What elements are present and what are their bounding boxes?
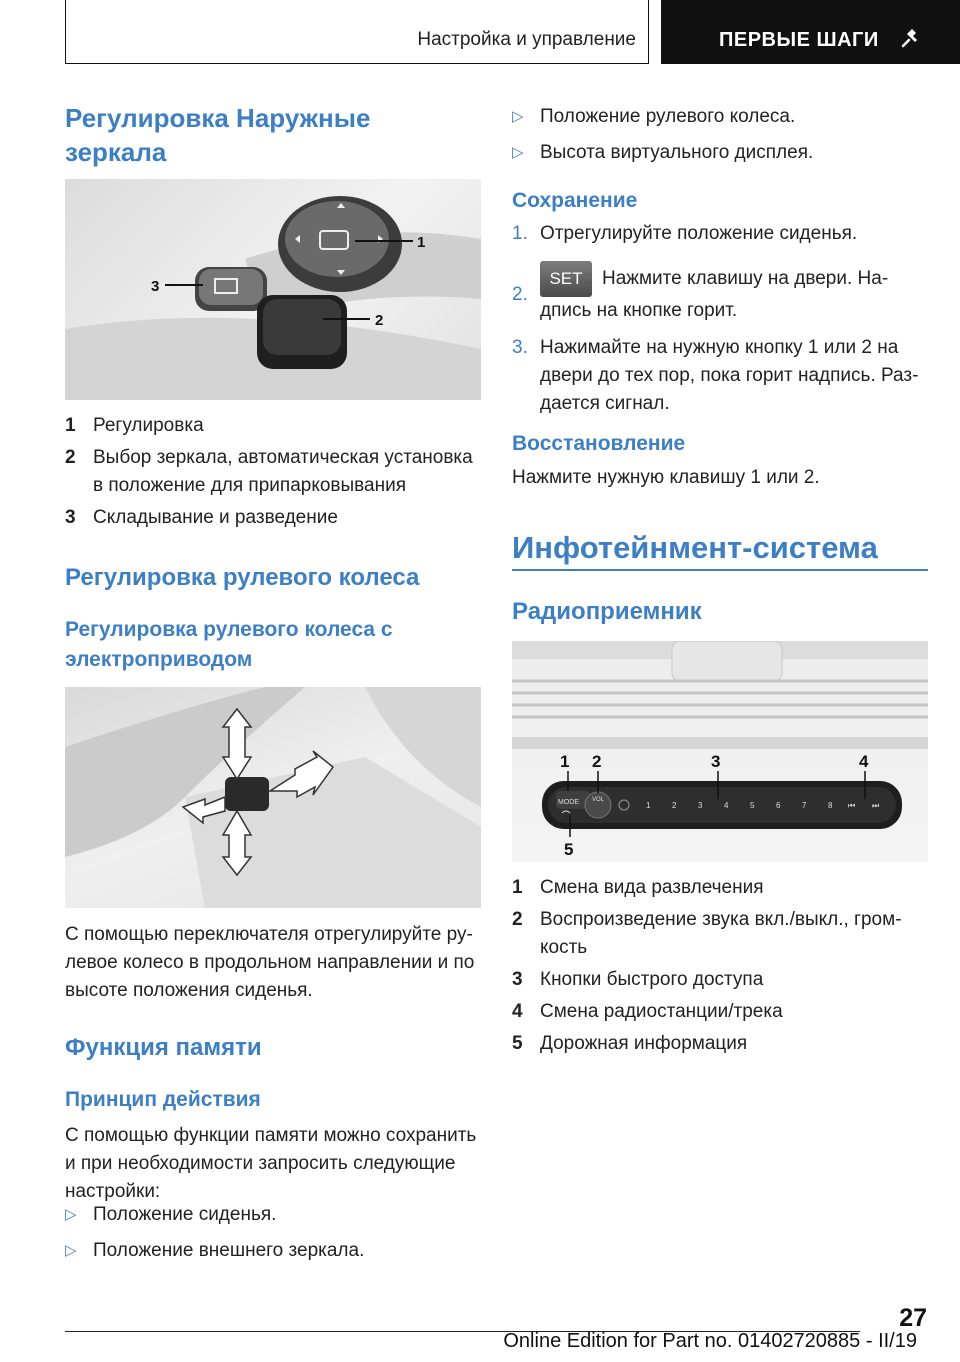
preset-button-6[interactable]: 6: [776, 801, 781, 810]
mirror-legend: [65, 412, 481, 536]
radio-mode-label: MODE: [558, 799, 579, 806]
principle-list: [65, 1201, 481, 1273]
preset-button-1[interactable]: 1: [646, 801, 651, 810]
triangle-bullet-icon: ▷: [512, 144, 524, 161]
restore-text: Нажмите нужную клавишу 1 или 2.: [512, 467, 820, 488]
list-item: 2 Воспроизведение звука вкл./выкл., громкость: [512, 909, 902, 958]
principle-title: Принцип действия: [65, 1088, 261, 1111]
list-item: ▷ Положение рулевого колеса.: [512, 103, 928, 131]
triangle-bullet-icon: ▷: [65, 1242, 77, 1259]
list-item: 3. Нажимайте на нужную кнопку 1 или 2 на двери до тех пор, пока горит надпись. Раздается сигнал.: [512, 337, 919, 414]
save-steps: [512, 220, 928, 427]
list-item: 3 Кнопки быстрого доступа: [512, 969, 764, 990]
list-item: ▷ Положение сиденья.: [65, 1201, 481, 1229]
list-item: ▷ Положение внешнего зеркала.: [65, 1237, 481, 1265]
list-item: 4 Смена радиостанции/трека: [512, 1001, 783, 1022]
steering-text: С помощью переключателя отрегулируйте рулевое колесо в продольном направлении и по высоте положения сиденья.: [65, 924, 475, 1001]
infotainment-rule: [512, 569, 928, 571]
radio-callout-3: 3: [711, 752, 721, 771]
list-item: 1 Регулировка: [65, 415, 204, 436]
list-item: 3 Складывание и разведение: [65, 507, 338, 528]
principle-list-cont: [512, 103, 928, 175]
list-item: 2. SET Нажмите клавишу на двери. Надпись на кнопке горит.: [512, 257, 928, 325]
radio-callout-4: 4: [859, 752, 869, 771]
triangle-bullet-icon: ▷: [512, 108, 524, 125]
radio-panel-photo: [512, 641, 928, 862]
header-section-box: [65, 0, 649, 64]
memory-title: Функция памяти: [65, 1034, 262, 1061]
preset-button-4[interactable]: 4: [724, 801, 729, 810]
steering-adjust-photo: [65, 687, 481, 908]
infotainment-title: Инфотейнмент-система: [512, 530, 878, 565]
header-section-label: Настройка и управление: [417, 29, 636, 50]
mirrors-title: Регулировка Наружные зеркала: [65, 103, 371, 167]
page-number: 27: [899, 1304, 927, 1332]
save-title: Сохранение: [512, 189, 638, 212]
list-item: 5 Дорожная информация: [512, 1033, 748, 1054]
list-item: ▷ Высота виртуального дисплея.: [512, 139, 928, 167]
footer-edition: Online Edition for Part no. 01402720885 - II/19: [503, 1330, 917, 1352]
chapter-tab-label: ПЕРВЫЕ ШАГИ: [719, 29, 879, 51]
triangle-bullet-icon: ▷: [65, 1206, 77, 1223]
preset-button-5[interactable]: 5: [750, 801, 755, 810]
mirror-controls-photo: [65, 179, 481, 400]
mirror-callout-1: 1: [417, 234, 426, 251]
preset-button-7[interactable]: 7: [802, 801, 807, 810]
radio-callout-2: 2: [592, 752, 602, 771]
list-item: 1. Отрегулируйте положение сиденья.: [512, 223, 858, 244]
list-item: 1 Смена вида развлечения: [512, 877, 764, 898]
prev-track-button[interactable]: ⏮: [848, 801, 856, 810]
preset-button-3[interactable]: 3: [698, 801, 703, 810]
radio-title: Радиоприемник: [512, 598, 702, 625]
radio-callout-1: 1: [560, 752, 570, 771]
principle-text: С помощью функции памяти можно сохранить и при необходимости запросить следующие настройки:: [65, 1125, 477, 1202]
restore-title: Восстановление: [512, 432, 686, 455]
next-track-button[interactable]: ⏭: [872, 801, 880, 810]
set-button[interactable]: SET: [540, 261, 592, 297]
pin-icon: [897, 26, 923, 52]
mirror-callout-3: 3: [151, 278, 160, 295]
preset-button-8[interactable]: 8: [828, 801, 833, 810]
mirror-callout-2: 2: [375, 312, 384, 329]
list-item: 2 Выбор зеркала, автоматическая установка в положение для припарковывания: [65, 447, 473, 496]
steering-subtitle: Регулировка рулевого колеса с электроприводом: [65, 618, 393, 671]
chapter-tab[interactable]: [661, 0, 960, 64]
radio-vol-label: VOL: [592, 797, 605, 803]
radio-legend: [512, 874, 928, 1062]
volume-knob: [585, 792, 611, 818]
steering-title: Регулировка рулевого колеса: [65, 564, 420, 591]
radio-callout-5: 5: [564, 840, 574, 859]
preset-button-2[interactable]: 2: [672, 801, 677, 810]
